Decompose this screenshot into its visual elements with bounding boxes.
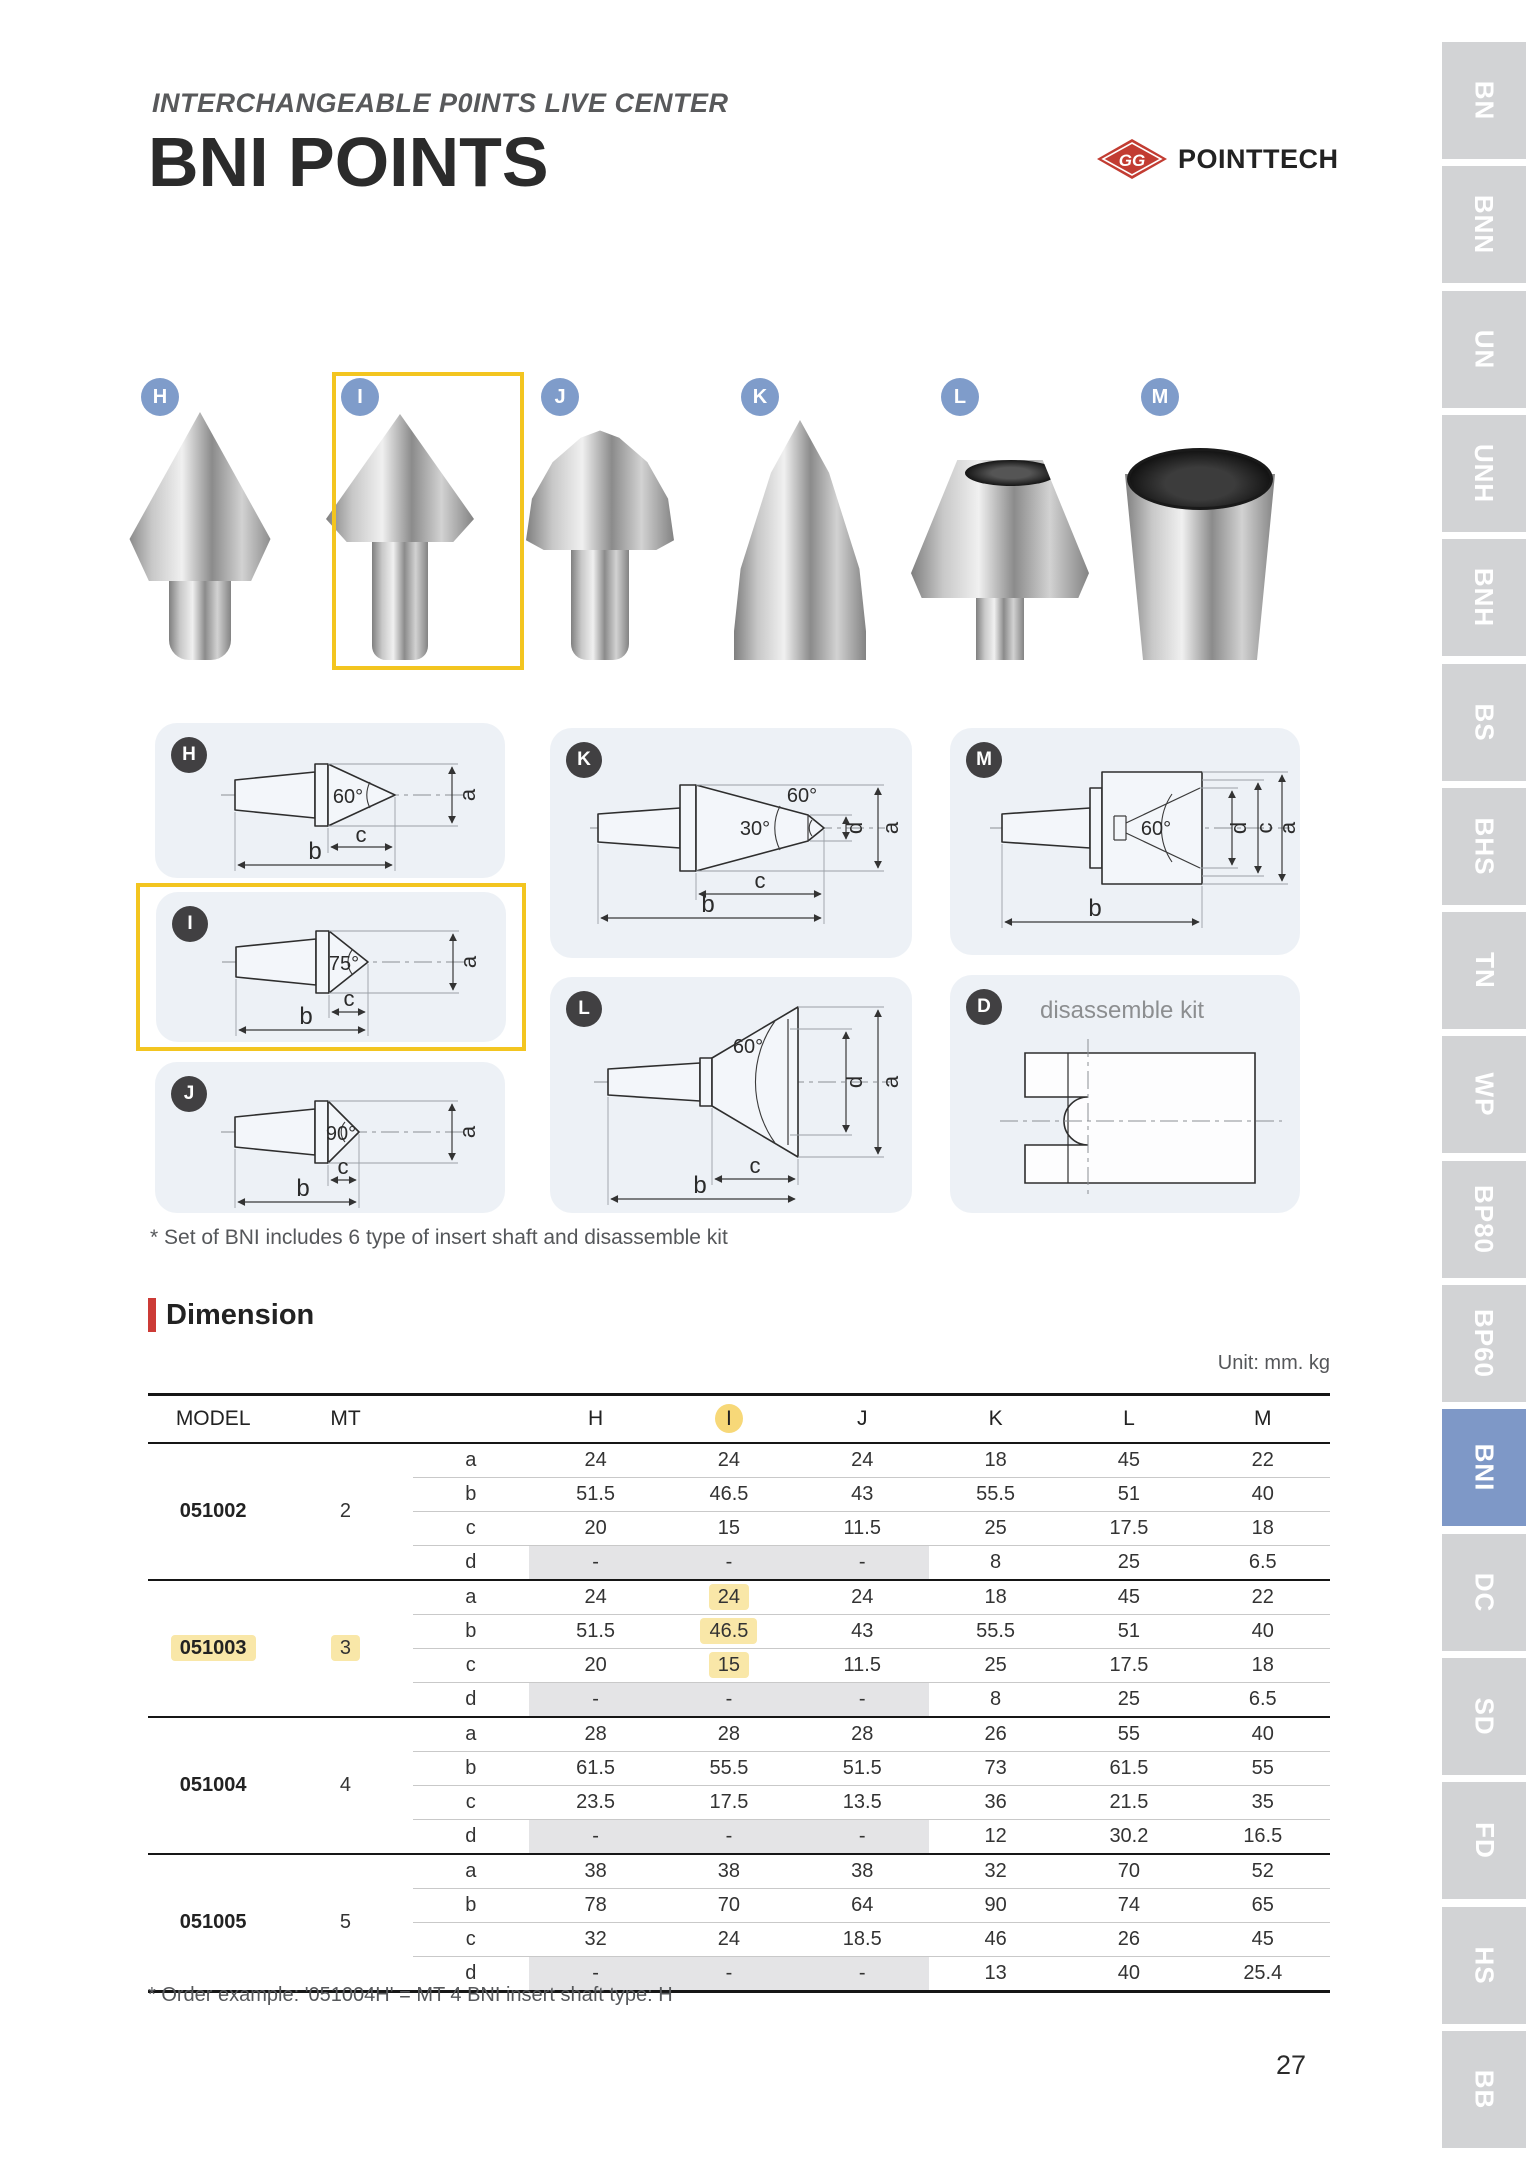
svg-text:c: c — [749, 1153, 761, 1178]
value-cell: 24 — [796, 1443, 929, 1478]
value-cell: 74 — [1062, 1889, 1195, 1923]
col-header-H: H — [529, 1395, 662, 1444]
value-cell: 24 — [529, 1443, 662, 1478]
sidebar-tab-BNN[interactable] — [1442, 166, 1526, 283]
diagram-drawing-H — [155, 723, 505, 878]
sidebar-tab-label: FD — [1469, 1822, 1500, 1859]
diagram-panel-J — [155, 1062, 505, 1213]
sidebar-tab-label: HS — [1469, 1946, 1500, 1985]
value-cell: 22 — [1196, 1580, 1330, 1615]
row-label-cell: a — [413, 1580, 529, 1615]
col-header-blank — [413, 1395, 529, 1444]
value-cell: - — [662, 1957, 795, 1992]
brand-name: POINTTECH — [1178, 143, 1339, 174]
model-cell: 051005 — [148, 1854, 278, 1992]
mt-cell: 5 — [278, 1854, 412, 1992]
product-photo-L — [900, 372, 1100, 672]
svg-text:60°: 60° — [1140, 818, 1172, 840]
svg-text:c: c — [343, 986, 355, 1011]
svg-text:90°: 90° — [325, 1123, 357, 1145]
sidebar-tab-DC[interactable] — [1442, 1534, 1526, 1651]
dimension-heading — [148, 1298, 314, 1332]
sidebar-tab-label: BNN — [1469, 194, 1500, 255]
sidebar-tab-BP60[interactable] — [1442, 1285, 1526, 1402]
value-cell: 13 — [929, 1957, 1062, 1992]
diagram-drawing-I — [156, 892, 506, 1042]
col-header-K: K — [929, 1395, 1062, 1444]
value-cell: 61.5 — [1062, 1752, 1195, 1786]
row-label-cell: d — [413, 1683, 529, 1718]
row-label-cell: a — [413, 1443, 529, 1478]
row-label-cell: d — [413, 1820, 529, 1855]
photo-label-M: M — [1141, 378, 1179, 416]
col-header-I: I — [662, 1395, 795, 1444]
value-cell: 28 — [529, 1717, 662, 1752]
section-tabs-sidebar — [1442, 0, 1526, 2158]
sidebar-tab-label: DC — [1469, 1572, 1500, 1613]
photo-label-H: H — [141, 378, 179, 416]
value-cell: 24 — [662, 1580, 795, 1615]
sidebar-tab-TN[interactable] — [1442, 912, 1526, 1029]
row-label-cell: a — [413, 1854, 529, 1889]
photo-shape-L — [900, 412, 1100, 664]
value-cell: 36 — [929, 1786, 1062, 1820]
value-cell: 11.5 — [796, 1512, 929, 1546]
value-cell: 26 — [929, 1717, 1062, 1752]
diagram-drawing-J — [155, 1062, 505, 1213]
value-cell: 21.5 — [1062, 1786, 1195, 1820]
value-cell: - — [529, 1820, 662, 1855]
svg-text:60°: 60° — [332, 786, 364, 808]
order-example-note: * Order example: '051004H' = MT 4 BNI insert shaft type: H — [148, 1984, 673, 2006]
sidebar-tab-UN[interactable] — [1442, 291, 1526, 408]
value-cell: 15 — [662, 1649, 795, 1683]
value-cell: 40 — [1196, 1717, 1330, 1752]
diagram-drawing-M — [950, 728, 1300, 955]
row-label-cell: a — [413, 1717, 529, 1752]
value-cell: 26 — [1062, 1923, 1195, 1957]
value-cell: 17.5 — [1062, 1512, 1195, 1546]
value-cell: 43 — [796, 1615, 929, 1649]
value-cell: 16.5 — [1196, 1820, 1330, 1855]
value-cell: - — [796, 1546, 929, 1581]
svg-text:c: c — [355, 822, 367, 847]
diagram-drawing-L — [550, 977, 912, 1213]
svg-text:75°: 75° — [328, 953, 360, 975]
value-cell: 55.5 — [929, 1478, 1062, 1512]
diagram-badge-L: L — [566, 991, 602, 1027]
value-cell: 24 — [796, 1580, 929, 1615]
sidebar-tab-BS[interactable] — [1442, 664, 1526, 781]
sidebar-tab-label: SD — [1469, 1697, 1500, 1736]
value-cell: 61.5 — [529, 1752, 662, 1786]
sidebar-tab-label: UN — [1469, 329, 1500, 370]
value-cell: 40 — [1062, 1957, 1195, 1992]
sidebar-tab-BN[interactable] — [1442, 42, 1526, 159]
sidebar-tab-label: WP — [1469, 1072, 1500, 1117]
sidebar-tab-FD[interactable] — [1442, 1782, 1526, 1899]
svg-text:c: c — [1252, 822, 1277, 834]
value-cell: 18 — [929, 1443, 1062, 1478]
svg-text:d: d — [1226, 821, 1251, 835]
value-cell: 12 — [929, 1820, 1062, 1855]
value-cell: 51.5 — [529, 1615, 662, 1649]
value-cell: 15 — [662, 1512, 795, 1546]
value-cell: 55.5 — [662, 1752, 795, 1786]
col-header-model: MODEL — [148, 1395, 278, 1444]
value-cell: 38 — [796, 1854, 929, 1889]
svg-text:d: d — [842, 821, 867, 835]
diagram-badge-K: K — [566, 742, 602, 778]
page-title: BNI POINTS — [148, 123, 549, 201]
value-cell: 40 — [1196, 1615, 1330, 1649]
value-cell: 20 — [529, 1512, 662, 1546]
unit-label: Unit: mm. kg — [1217, 1352, 1330, 1374]
row-label-cell: b — [413, 1478, 529, 1512]
mt-cell: 4 — [278, 1717, 412, 1854]
photo-label-J: J — [541, 378, 579, 416]
row-label-cell: c — [413, 1649, 529, 1683]
selected-diagram-highlight — [136, 883, 526, 1051]
model-cell: 051002 — [148, 1443, 278, 1580]
row-label-cell: b — [413, 1889, 529, 1923]
row-label-cell: c — [413, 1786, 529, 1820]
photo-shape-H — [100, 412, 300, 664]
value-cell: 18 — [1196, 1512, 1330, 1546]
col-header-mt: MT — [278, 1395, 412, 1444]
value-cell: 46.5 — [662, 1615, 795, 1649]
svg-text:c: c — [337, 1154, 349, 1179]
sidebar-tab-BHS[interactable] — [1442, 788, 1526, 905]
value-cell: 35 — [1196, 1786, 1330, 1820]
diagram-panel-M — [950, 728, 1300, 955]
model-cell: 051004 — [148, 1717, 278, 1854]
photo-label-L: L — [941, 378, 979, 416]
svg-text:a: a — [1275, 821, 1300, 835]
value-cell: 43 — [796, 1478, 929, 1512]
value-cell: - — [796, 1957, 929, 1992]
svg-text:b: b — [299, 1003, 313, 1030]
product-photo-K — [700, 372, 900, 672]
value-cell: 30.2 — [1062, 1820, 1195, 1855]
svg-text:GG: GG — [1118, 151, 1146, 170]
mt-cell: 3 — [278, 1580, 412, 1717]
page-number: 27 — [1276, 2050, 1307, 2080]
svg-text:d: d — [842, 1075, 867, 1089]
sidebar-tab-label: BNH — [1469, 567, 1500, 628]
sidebar-tab-BNH[interactable] — [1442, 539, 1526, 656]
value-cell: 11.5 — [796, 1649, 929, 1683]
value-cell: - — [529, 1957, 662, 1992]
value-cell: 64 — [796, 1889, 929, 1923]
diagram-panel-L — [550, 977, 912, 1213]
diagram-drawing-D — [950, 975, 1300, 1213]
value-cell: 17.5 — [1062, 1649, 1195, 1683]
brand-logo — [1096, 138, 1339, 180]
value-cell: 24 — [662, 1443, 795, 1478]
value-cell: 45 — [1062, 1580, 1195, 1615]
diagram-badge-H: H — [171, 737, 207, 773]
svg-text:c: c — [754, 868, 766, 893]
value-cell: 45 — [1062, 1443, 1195, 1478]
sidebar-tab-HS[interactable] — [1442, 1907, 1526, 2024]
value-cell: 13.5 — [796, 1786, 929, 1820]
svg-text:a: a — [456, 955, 481, 969]
value-cell: 38 — [529, 1854, 662, 1889]
value-cell: 8 — [929, 1683, 1062, 1718]
photo-label-I: I — [341, 378, 379, 416]
value-cell: 6.5 — [1196, 1683, 1330, 1718]
value-cell: 51 — [1062, 1478, 1195, 1512]
sidebar-tab-label: BP80 — [1469, 1184, 1500, 1255]
svg-text:b: b — [308, 838, 322, 865]
product-photos-row — [100, 372, 1300, 672]
diagram-panel-D — [950, 975, 1300, 1213]
col-header-M: M — [1196, 1395, 1330, 1444]
svg-text:b: b — [701, 891, 715, 918]
product-photo-H — [100, 372, 300, 672]
heading-accent-bar — [148, 1298, 156, 1332]
value-cell: 24 — [529, 1580, 662, 1615]
sidebar-tab-WP[interactable] — [1442, 1036, 1526, 1153]
diagram-panel-I — [156, 892, 506, 1042]
value-cell: 28 — [796, 1717, 929, 1752]
sidebar-tab-UNH[interactable] — [1442, 415, 1526, 532]
svg-text:60°: 60° — [732, 1036, 764, 1058]
sidebar-tab-label: BB — [1469, 2069, 1500, 2110]
value-cell: - — [529, 1683, 662, 1718]
brand-diamond-icon — [1096, 138, 1168, 180]
diagram-badge-J: J — [171, 1076, 207, 1112]
svg-text:b: b — [693, 1172, 707, 1199]
sidebar-tab-label: UNH — [1469, 443, 1500, 504]
value-cell: 22 — [1196, 1443, 1330, 1478]
value-cell: 32 — [929, 1854, 1062, 1889]
svg-text:30°: 30° — [739, 818, 771, 840]
svg-text:a: a — [455, 788, 480, 802]
value-cell: 25 — [929, 1512, 1062, 1546]
value-cell: 55.5 — [929, 1615, 1062, 1649]
value-cell: 28 — [662, 1717, 795, 1752]
value-cell: 18.5 — [796, 1923, 929, 1957]
value-cell: 25.4 — [1196, 1957, 1330, 1992]
sidebar-tab-label: BHS — [1469, 817, 1500, 876]
row-label-cell: c — [413, 1923, 529, 1957]
value-cell: 18 — [929, 1580, 1062, 1615]
mt-cell: 2 — [278, 1443, 412, 1580]
photo-shape-M — [1100, 412, 1300, 664]
sidebar-tab-label: BS — [1469, 703, 1500, 742]
sidebar-tab-BNI[interactable] — [1442, 1409, 1526, 1526]
svg-text:60°: 60° — [786, 785, 818, 807]
value-cell: 70 — [662, 1889, 795, 1923]
value-cell: - — [662, 1683, 795, 1718]
dimension-table — [148, 1393, 1330, 1993]
value-cell: 24 — [662, 1923, 795, 1957]
svg-text:b: b — [1088, 895, 1102, 922]
sidebar-tab-SD[interactable] — [1442, 1658, 1526, 1775]
dimension-title: Dimension — [166, 1298, 315, 1331]
model-cell: 051003 — [148, 1580, 278, 1717]
sidebar-tab-label: BN — [1469, 80, 1500, 121]
table-row — [148, 1854, 1330, 1889]
value-cell: 20 — [529, 1649, 662, 1683]
value-cell: - — [796, 1820, 929, 1855]
value-cell: - — [529, 1546, 662, 1581]
value-cell: 6.5 — [1196, 1546, 1330, 1581]
value-cell: 55 — [1062, 1717, 1195, 1752]
value-cell: 23.5 — [529, 1786, 662, 1820]
value-cell: 40 — [1196, 1478, 1330, 1512]
selected-photo-highlight — [332, 372, 524, 670]
sidebar-tab-label: BNI — [1469, 1443, 1500, 1492]
svg-text:a: a — [878, 1075, 903, 1089]
value-cell: 51 — [1062, 1615, 1195, 1649]
photo-label-K: K — [741, 378, 779, 416]
diagram-panel-H — [155, 723, 505, 878]
table-row — [148, 1717, 1330, 1752]
value-cell: 25 — [1062, 1546, 1195, 1581]
sidebar-tab-BB[interactable] — [1442, 2031, 1526, 2148]
col-header-J: J — [796, 1395, 929, 1444]
value-cell: 8 — [929, 1546, 1062, 1581]
product-photo-M — [1100, 372, 1300, 672]
sidebar-tab-label: TN — [1469, 952, 1500, 989]
row-label-cell: d — [413, 1957, 529, 1992]
value-cell: 46.5 — [662, 1478, 795, 1512]
value-cell: 73 — [929, 1752, 1062, 1786]
diagram-drawing-K — [550, 728, 912, 958]
value-cell: 32 — [529, 1923, 662, 1957]
value-cell: 46 — [929, 1923, 1062, 1957]
svg-text:a: a — [878, 821, 903, 835]
table-header-row — [148, 1395, 1330, 1444]
value-cell: 55 — [1196, 1752, 1330, 1786]
value-cell: - — [662, 1546, 795, 1581]
row-label-cell: b — [413, 1752, 529, 1786]
value-cell: - — [796, 1683, 929, 1718]
diagram-badge-M: M — [966, 742, 1002, 778]
page-subtitle: INTERCHANGEABLE P0INTS LIVE CENTER — [152, 88, 729, 118]
value-cell: 18 — [1196, 1649, 1330, 1683]
table-row — [148, 1443, 1330, 1478]
value-cell: 90 — [929, 1889, 1062, 1923]
value-cell: 52 — [1196, 1854, 1330, 1889]
row-label-cell: b — [413, 1615, 529, 1649]
value-cell: 65 — [1196, 1889, 1330, 1923]
value-cell: 78 — [529, 1889, 662, 1923]
photo-shape-J — [500, 412, 700, 664]
value-cell: 70 — [1062, 1854, 1195, 1889]
row-label-cell: c — [413, 1512, 529, 1546]
svg-text:b: b — [296, 1175, 310, 1202]
photo-shape-K — [700, 412, 900, 664]
svg-text:a: a — [455, 1125, 480, 1139]
value-cell: 25 — [929, 1649, 1062, 1683]
disassemble-kit-label: disassemble kit — [1040, 997, 1205, 1024]
product-photo-J — [500, 372, 700, 672]
value-cell: - — [662, 1820, 795, 1855]
diagram-badge-I: I — [172, 906, 208, 942]
sidebar-tab-label: BP60 — [1469, 1308, 1500, 1379]
value-cell: 51.5 — [529, 1478, 662, 1512]
row-label-cell: d — [413, 1546, 529, 1581]
col-header-L: L — [1062, 1395, 1195, 1444]
diagram-panel-K — [550, 728, 912, 958]
value-cell: 45 — [1196, 1923, 1330, 1957]
table-row — [148, 1580, 1330, 1615]
set-note: * Set of BNI includes 6 type of insert shaft and disassemble kit — [150, 1226, 728, 1249]
diagram-badge-D: D — [966, 989, 1002, 1025]
value-cell: 38 — [662, 1854, 795, 1889]
value-cell: 25 — [1062, 1683, 1195, 1718]
value-cell: 17.5 — [662, 1786, 795, 1820]
value-cell: 51.5 — [796, 1752, 929, 1786]
sidebar-tab-BP80[interactable] — [1442, 1161, 1526, 1278]
